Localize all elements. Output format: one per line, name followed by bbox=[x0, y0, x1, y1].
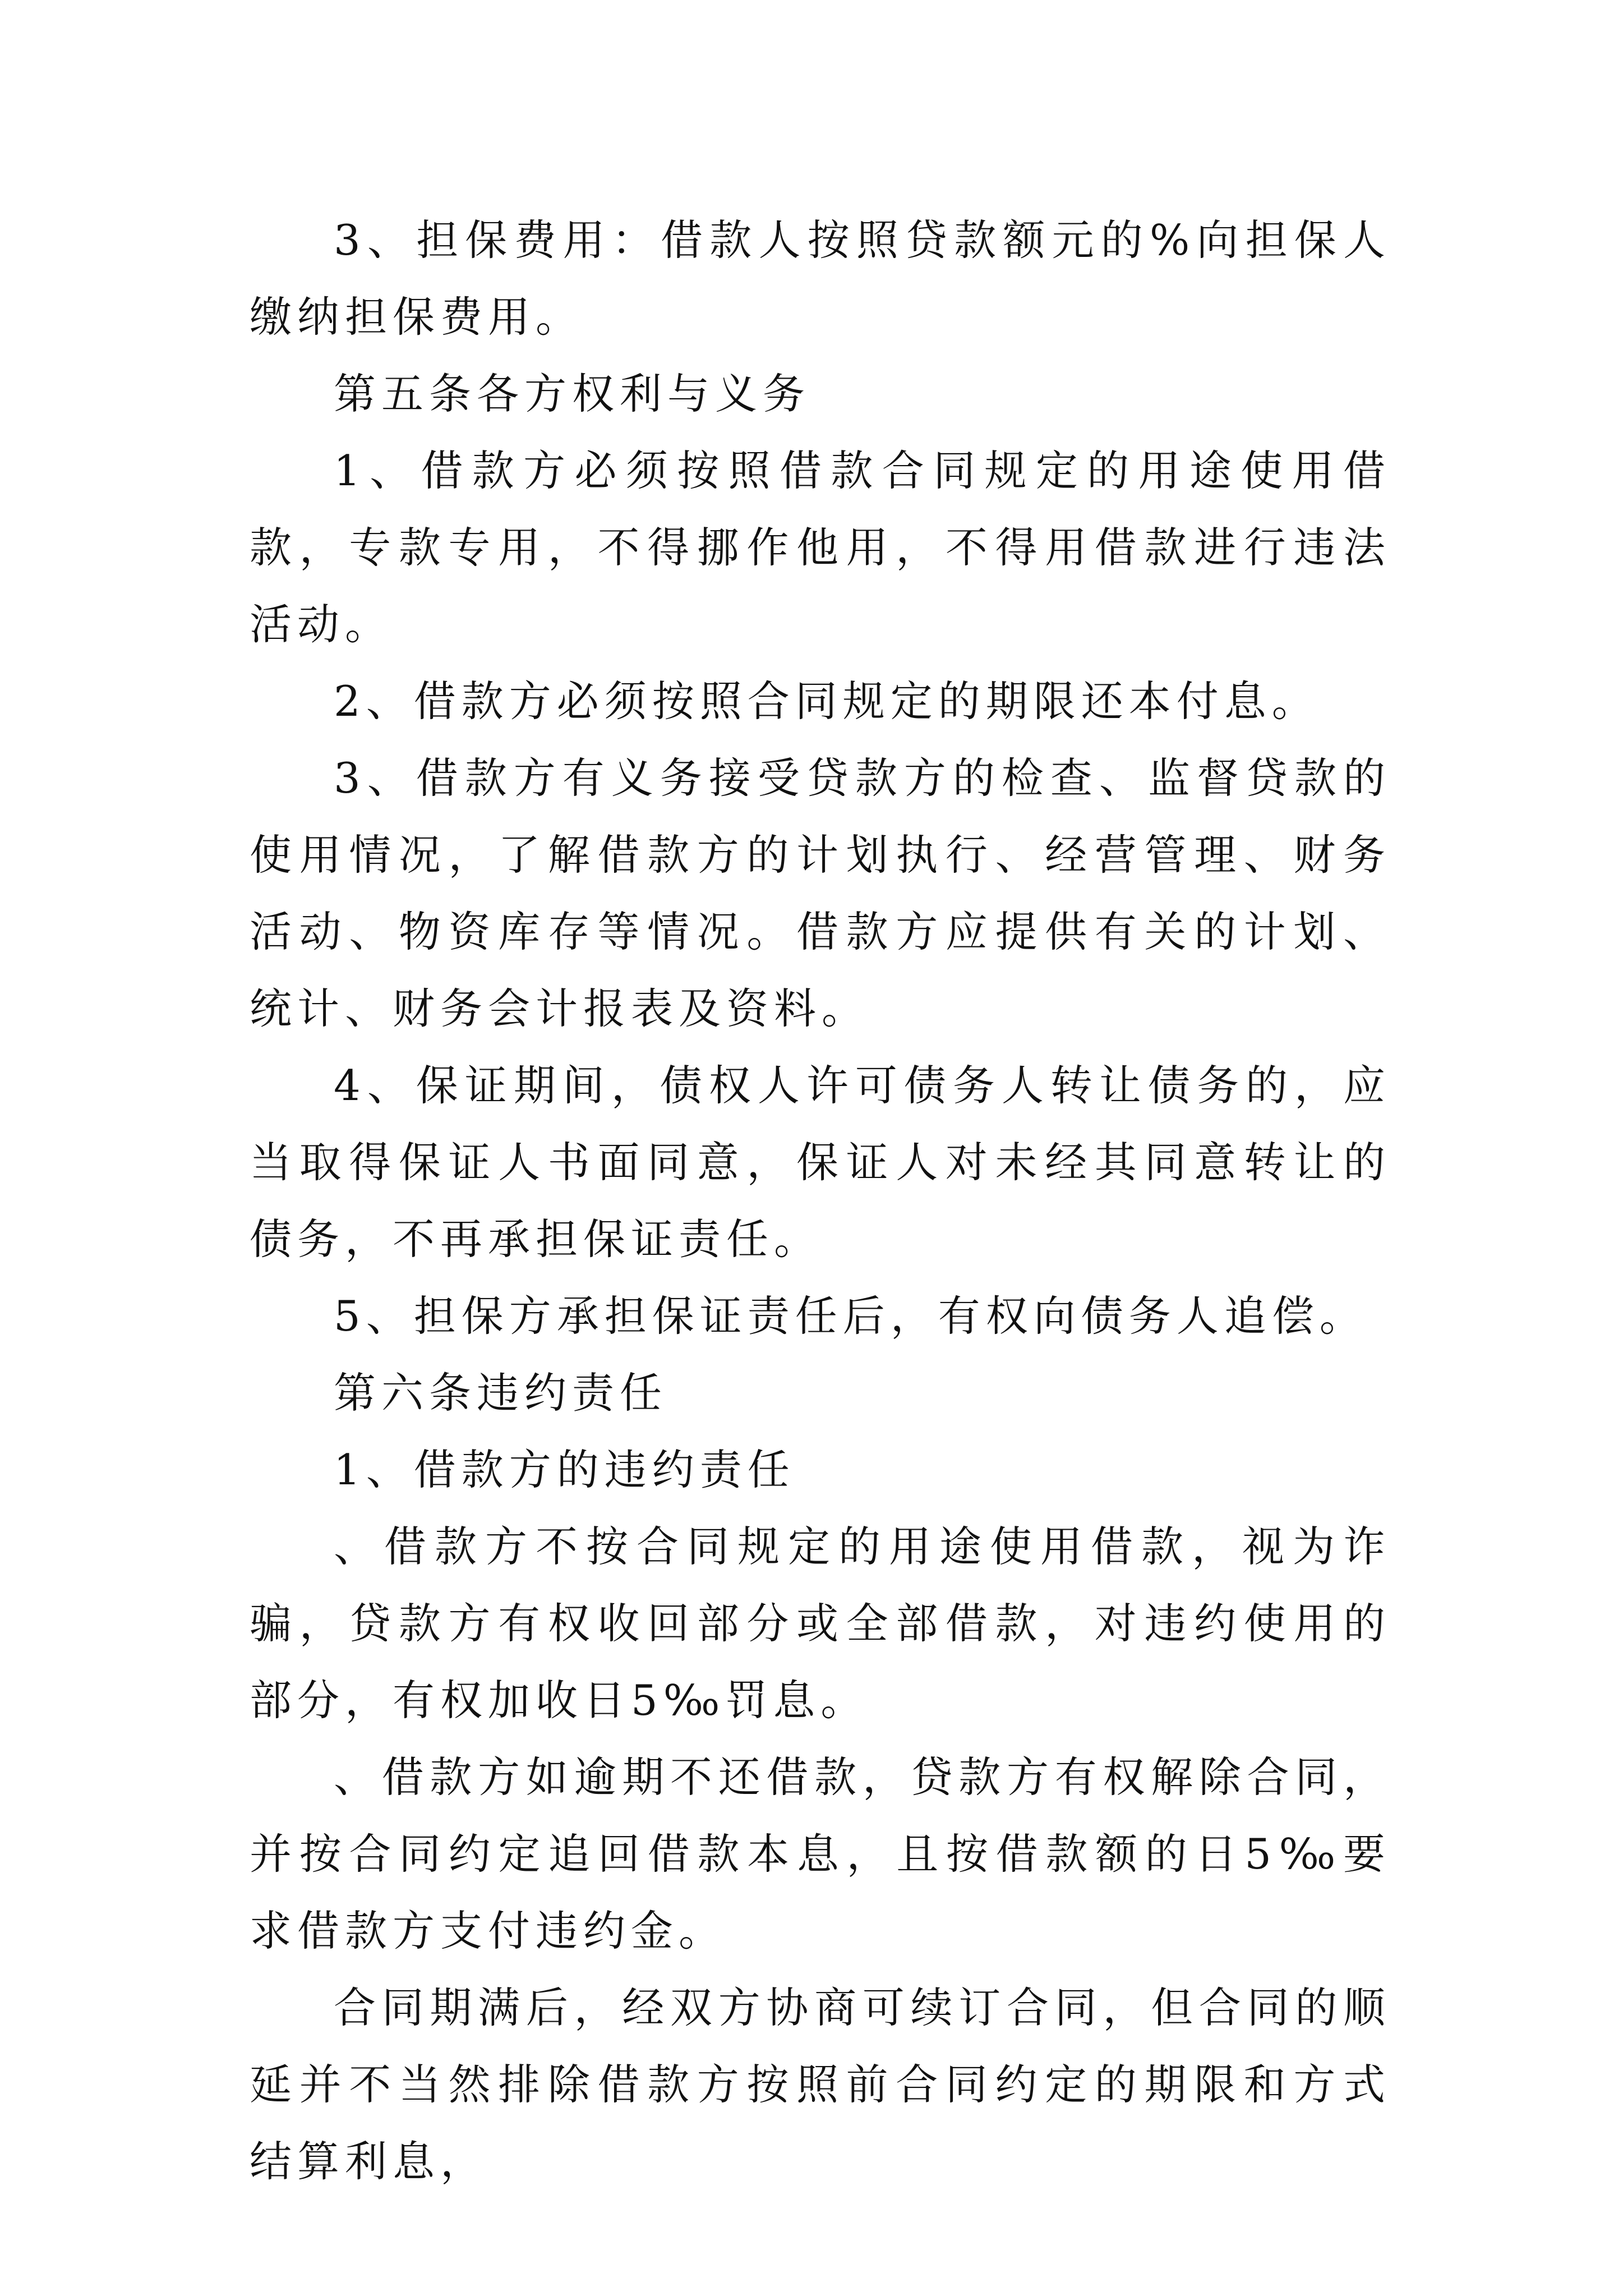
paragraph-article-6-clause-b: 、借款方如逾期不还借款，贷款方有权解除合同，并按合同约定追回借款本息，且按借款额的日5‰要求借款方支付违约金。 bbox=[250, 1752, 1391, 1955]
paragraph-article-6-clause-a: 、借款方不按合同规定的用途使用借款，视为诈骗，贷款方有权收回部分或全部借款，对违约使用的部分，有权加收日5‰罚息。 bbox=[250, 1522, 1391, 1725]
paragraph-article-5-item-1: 1、借款方必须按照借款合同规定的用途使用借款，专款专用，不得挪作他用，不得用借款进行违法活动。 bbox=[250, 446, 1391, 649]
paragraph-article-5-item-4: 4、保证期间，债权人许可债务人转让债务的，应当取得保证人书面同意，保证人对未经其同意转让的债务，不再承担保证责任。 bbox=[250, 1061, 1391, 1264]
paragraph-article-6-item-1: 1、借款方的违约责任 bbox=[334, 1445, 795, 1494]
paragraph-contract-renewal: 合同期满后，经双方协商可续订合同，但合同的顺延并不当然排除借款方按照前合同约定的期限和方式结算利息， bbox=[250, 1983, 1391, 2186]
paragraph-guarantee-fee: 3、担保费用：借款人按照贷款额元的%向担保人缴纳担保费用。 bbox=[250, 215, 1391, 342]
document-body bbox=[250, 202, 1391, 2200]
paragraph-article-5-item-3: 3、借款方有义务接受贷款方的检查、监督贷款的使用情况，了解借款方的计划执行、经营管理、财务活动、物资库存等情况。借款方应提供有关的计划、统计、财务会计报表及资料。 bbox=[250, 753, 1391, 1033]
heading-article-6: 第六条违约责任 bbox=[334, 1368, 668, 1418]
heading-article-5: 第五条各方权利与义务 bbox=[334, 369, 811, 418]
paragraph-article-5-item-5: 5、担保方承担保证责任后，有权向债务人追偿。 bbox=[334, 1291, 1367, 1341]
paragraph-article-5-item-2: 2、借款方必须按照合同规定的期限还本付息。 bbox=[334, 677, 1320, 726]
